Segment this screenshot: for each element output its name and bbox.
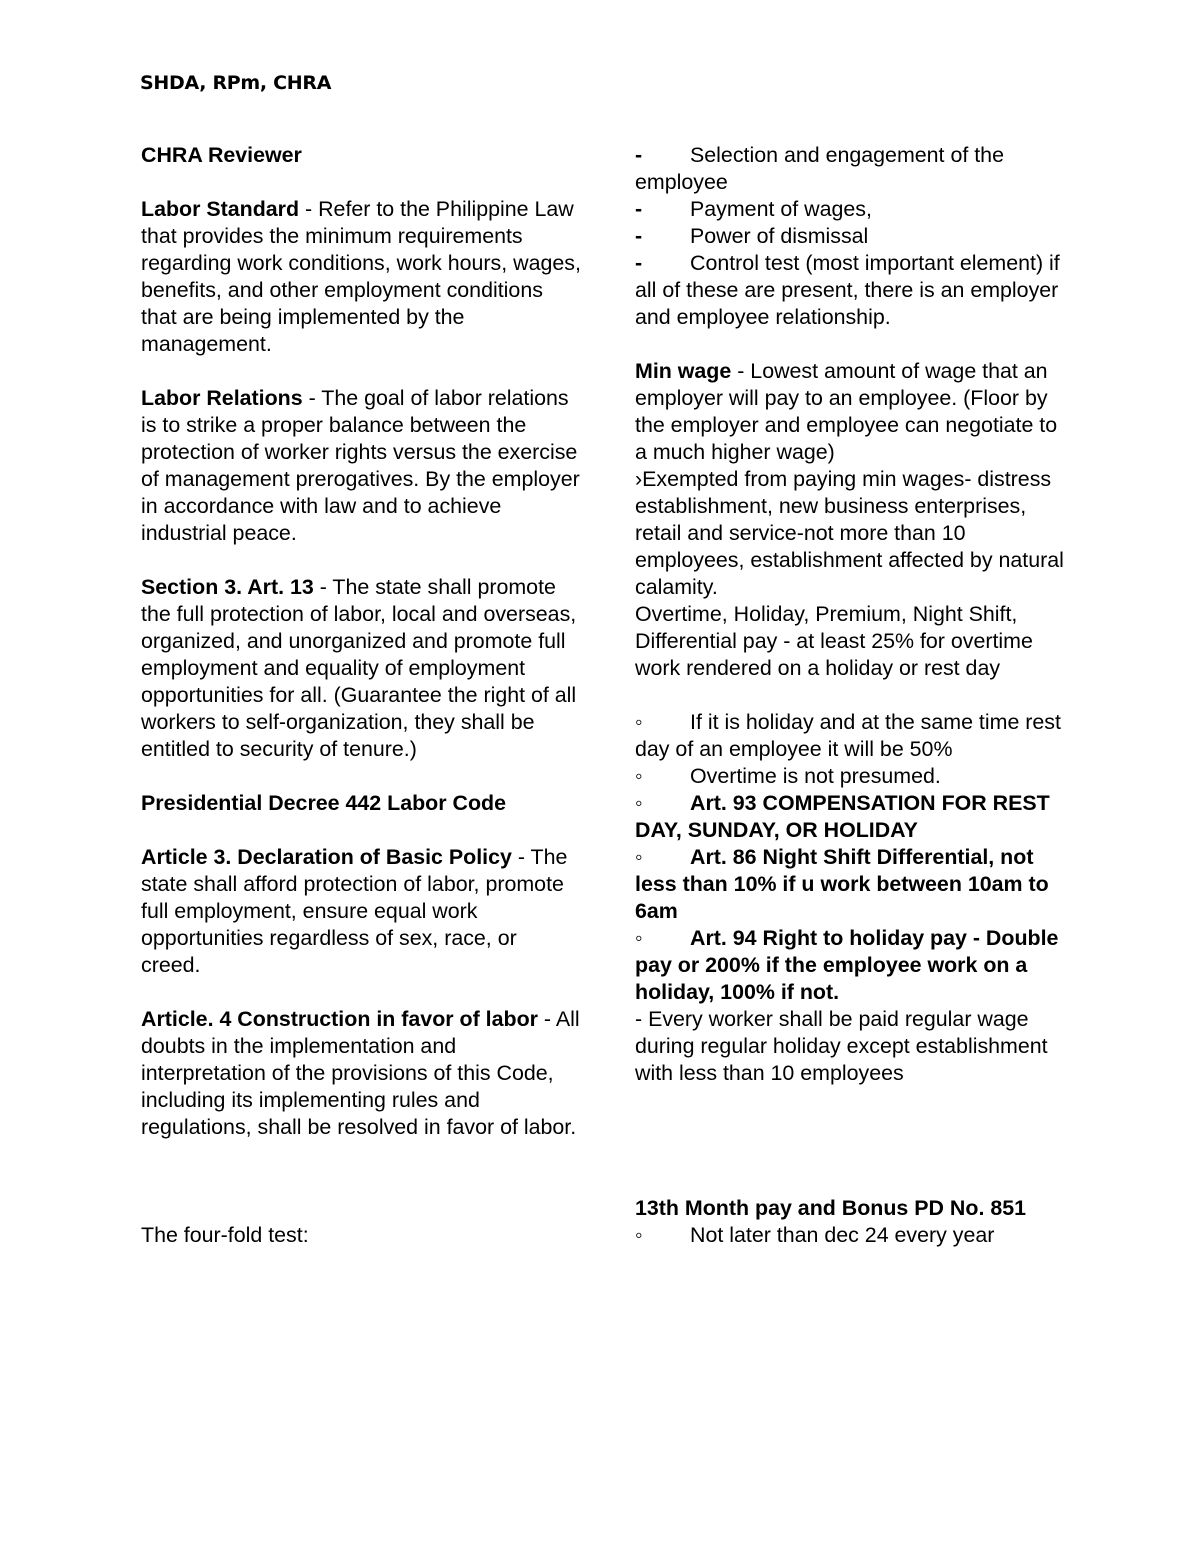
article4-term: Article. 4 Construction in favor of labor: [141, 1007, 538, 1031]
list-item: ◦ Not later than dec 24 every year: [635, 1223, 995, 1247]
article4-paragraph: Article. 4 Construction in favor of labor - All doubts in the implementation and interpretation of the provisions of this Code, including its implementing rules and regulations, shall be resolved in favor of labor.: [141, 1007, 580, 1139]
labor-relations-term: Labor Relations: [141, 386, 303, 410]
fourfold-item: - Selection and engagement of the employee: [635, 143, 1004, 194]
min-wage-paragraph: Min wage - Lowest amount of wage that an employer will pay to an employee. (Floor by the employer and employee can negotiate to a much higher wage): [635, 359, 1058, 464]
labor-relations-text: The goal of labor relations is to strike a proper balance between the protection of worker rights versus the exercise of management prerogatives. By the employer in accordance with law and to achieve industrial peace.: [141, 386, 580, 545]
bullet-icon: ◦: [635, 791, 643, 815]
list-item: ◦ If it is holiday and at the same time rest day of an employee it will be 50%: [635, 710, 1061, 761]
fourfold-item: - Control test (most important element) if all of these are present, there is an employer and employee relationship.: [635, 251, 1060, 329]
fourfold-item: - Power of dismissal: [635, 224, 869, 248]
labor-standard-text: Refer to the Philippine Law that provides the minimum requirements regarding work conditions, work hours, wages, benefits, and other employment conditions that are being implemented by the management.: [141, 197, 581, 356]
article4-text: All doubts in the implementation and interpretation of the provisions of this Code, including its implementing rules and regulations, shall be resolved in favor of labor.: [141, 1007, 580, 1139]
min-wage-term: Min wage: [635, 359, 732, 383]
article3-term: Article 3. Declaration of Basic Policy: [141, 845, 512, 869]
overtime-paragraph: Overtime, Holiday, Premium, Night Shift, Differential pay - at least 25% for overtime work rendered on a holiday or rest day: [635, 602, 1033, 680]
regular-wage-paragraph: - Every worker shall be paid regular wage during regular holiday except establishment with less than 10 employees: [635, 1007, 1048, 1085]
section3-text: The state shall promote the full protection of labor, local and overseas, organized, and unorganized and promote full employment and equality of employment opportunities for all. (Guarantee the right of all workers to self-organization, they shall be entitled to security of tenure.): [141, 575, 577, 761]
section3-term: Section 3. Art. 13: [141, 575, 314, 599]
labor-standard-paragraph: Labor Standard - Refer to the Philippine Law that provides the minimum requirements regarding work conditions, work hours, wages, benefits, and other employment conditions that are being implemented by the management.: [141, 197, 581, 356]
left-column: [141, 142, 581, 1249]
article3-text: The state shall afford protection of labor, promote full employment, ensure equal work opportunities regardless of sex, race, or creed.: [141, 845, 568, 977]
list-item: ◦ Art. 86 Night Shift Differential, not less than 10% if u work between 10am to 6am: [635, 845, 1049, 923]
month13-heading: 13th Month pay and Bonus PD No. 851: [635, 1196, 1027, 1220]
list-item: ◦ Art. 94 Right to holiday pay - Double pay or 200% if the employee work on a holiday, 100% if not.: [635, 926, 1059, 1004]
bullet-icon: ◦: [635, 1223, 643, 1247]
section3-paragraph: Section 3. Art. 13 - The state shall promote the full protection of labor, local and overseas, organized, and unorganized and promote full employment and equality of employment opportunities for all. (Guarantee the right of all workers to self-organization, they shall be entitled to security of tenure.): [141, 575, 577, 761]
page-header: SHDA, RPm, CHRA: [140, 72, 332, 94]
min-wage-text: Lowest amount of wage that an employer will pay to an employee. (Floor by the employer and employee can negotiate to a much higher wage): [635, 359, 1058, 464]
fourfold-label: The four-fold test:: [141, 1223, 309, 1247]
labor-standard-term: Labor Standard: [141, 197, 300, 221]
fourfold-item: - Payment of wages,: [635, 197, 872, 221]
article3-paragraph: Article 3. Declaration of Basic Policy - The state shall afford protection of labor, promote full employment, ensure equal work opportunities regardless of sex, race, or creed.: [141, 845, 568, 977]
right-column: [635, 142, 1065, 1249]
bullet-icon: ◦: [635, 845, 643, 869]
pd442-heading: Presidential Decree 442 Labor Code: [141, 791, 506, 815]
bullet-icon: ◦: [635, 710, 643, 734]
bullet-icon: ◦: [635, 764, 643, 788]
document-title: CHRA Reviewer: [141, 143, 302, 167]
exempted-paragraph: ›Exempted from paying min wages- distress establishment, new business enterprises, retail and service-not more than 10 employees, establishment affected by natural calamity.: [635, 467, 1064, 599]
list-item: ◦ Art. 93 COMPENSATION FOR REST DAY, SUNDAY, OR HOLIDAY: [635, 791, 1050, 842]
bullet-icon: ◦: [635, 926, 643, 950]
list-item: ◦ Overtime is not presumed.: [635, 764, 941, 788]
labor-relations-paragraph: Labor Relations - The goal of labor relations is to strike a proper balance between the protection of worker rights versus the exercise of management prerogatives. By the employer in accordance with law and to achieve industrial peace.: [141, 386, 580, 545]
